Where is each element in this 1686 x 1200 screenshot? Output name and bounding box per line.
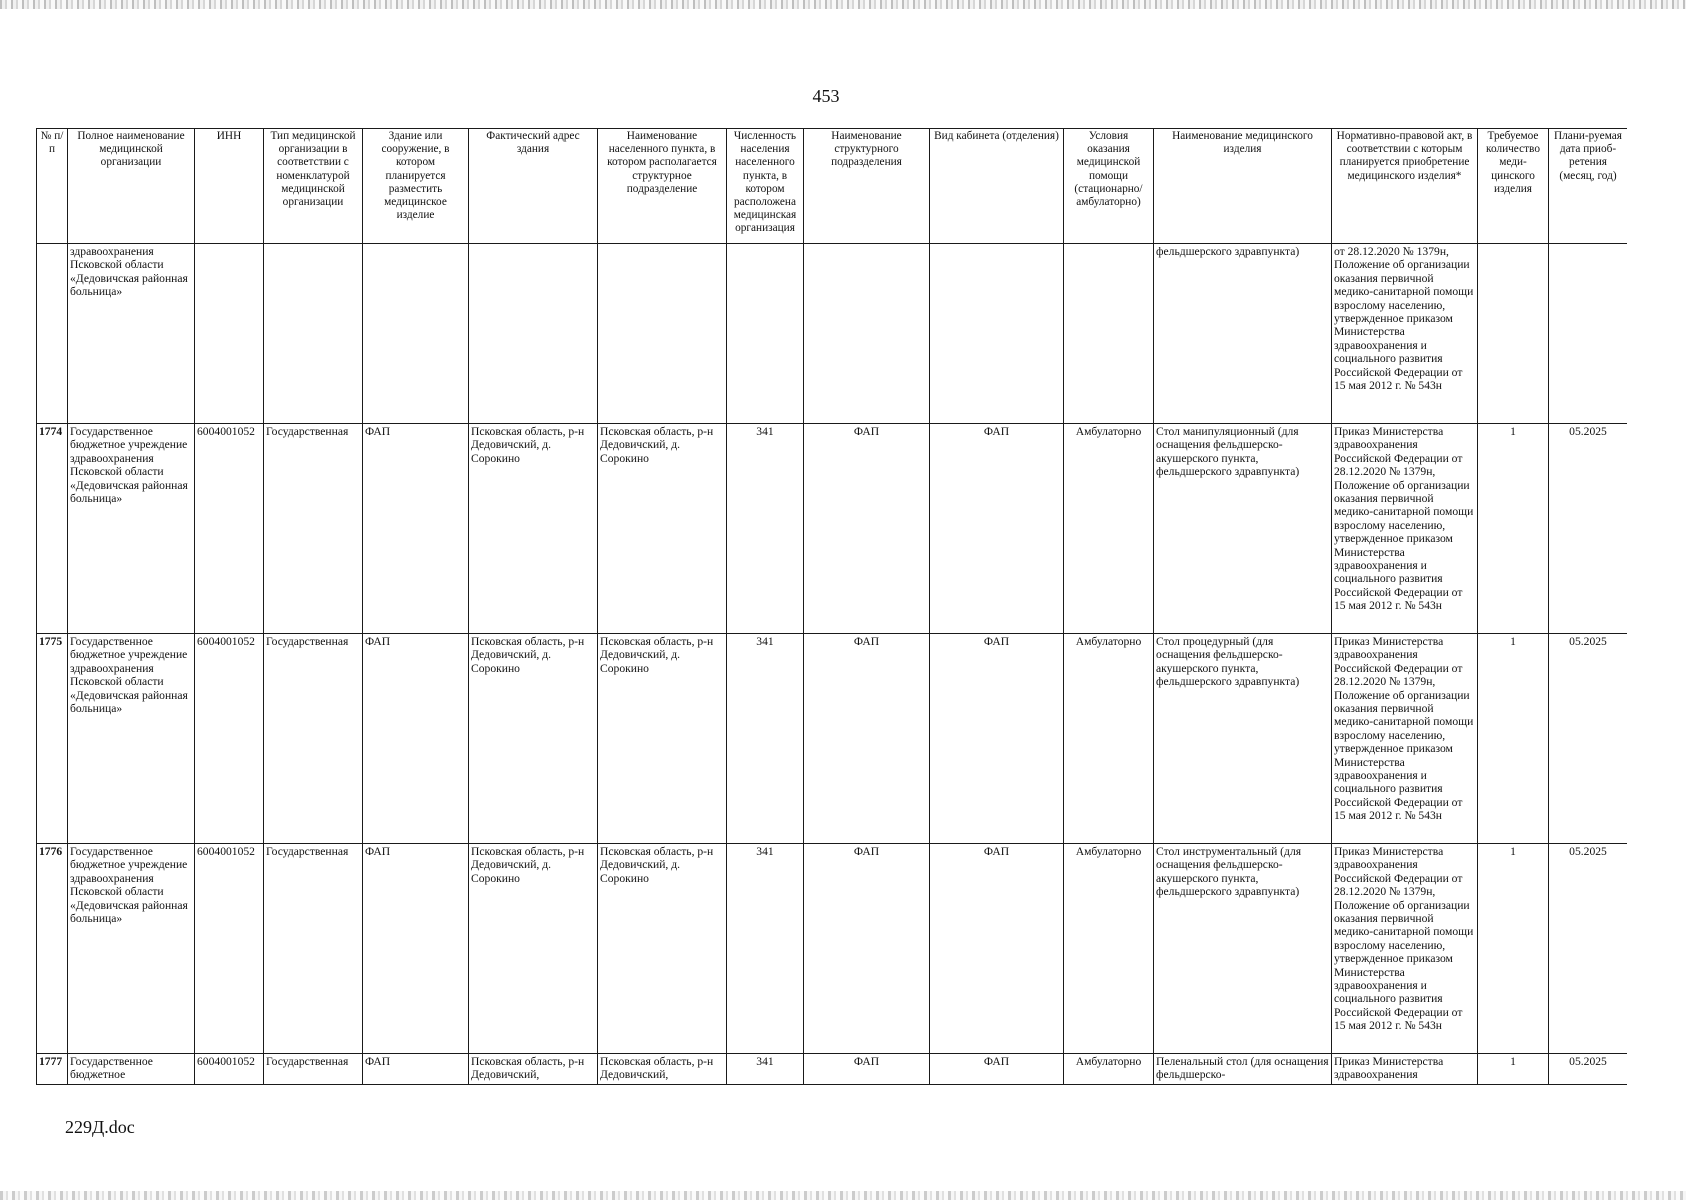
cell-inn: 6004001052 — [195, 634, 264, 844]
cell-organization: здравоохранения Псковской области «Дедовичская районная больница» — [68, 244, 195, 424]
cell-device: Стол процедурный (для оснащения фельдшерско-акушерского пункта, фельдшерского здравпункта) — [1154, 634, 1332, 844]
cell-cabinet: ФАП — [930, 1054, 1064, 1085]
cell-address: Псковская область, р-н Дедовичский, д. Сорокино — [469, 844, 598, 1054]
cell-quantity — [1478, 244, 1549, 424]
cell-subdivision: ФАП — [804, 1054, 930, 1085]
header-settlement: Наименование населенного пункта, в котором располагается структурное подразделение — [598, 129, 727, 244]
cell-quantity: 1 — [1478, 634, 1549, 844]
cell-population: 341 — [727, 424, 804, 634]
cell-population: 341 — [727, 1054, 804, 1085]
cell-settlement: Псковская область, р-н Дедовичский, д. Сорокино — [598, 844, 727, 1054]
cell-population — [727, 244, 804, 424]
cell-num: 1777 — [37, 1054, 68, 1085]
cell-organization: Государственное бюджетное учреждение здравоохранения Псковской области «Дедовичская районная больница» — [68, 424, 195, 634]
header-date: Плани-руемая дата приоб-ретения (месяц, год) — [1549, 129, 1628, 244]
cell-conditions: Амбулаторно — [1064, 634, 1154, 844]
cell-cabinet — [930, 244, 1064, 424]
header-address: Фактический адрес здания — [469, 129, 598, 244]
cell-cabinet: ФАП — [930, 844, 1064, 1054]
cell-date — [1549, 244, 1628, 424]
cell-device: Стол манипуляционный (для оснащения фельдшерско-акушерского пункта, фельдшерского здравпункта) — [1154, 424, 1332, 634]
cell-subdivision: ФАП — [804, 844, 930, 1054]
cell-cabinet: ФАП — [930, 634, 1064, 844]
header-organization: Полное наименование медицинской организации — [68, 129, 195, 244]
cell-org-type: Государственная — [264, 1054, 363, 1085]
table-row-continued — [37, 244, 1628, 424]
header-conditions: Условия оказания медицинской помощи (стационарно/ амбулаторно) — [1064, 129, 1154, 244]
cell-quantity: 1 — [1478, 1054, 1549, 1085]
cell-quantity: 1 — [1478, 424, 1549, 634]
header-building: Здание или сооружение, в котором планируется разместить медицинское изделие — [363, 129, 469, 244]
header-subdivision: Наименование структурного подразделения — [804, 129, 930, 244]
registry-sheet — [36, 128, 1627, 1115]
cell-building: ФАП — [363, 844, 469, 1054]
cell-num: 1776 — [37, 844, 68, 1054]
table-row — [37, 844, 1628, 1054]
table-header-row — [37, 129, 1628, 244]
cell-quantity: 1 — [1478, 844, 1549, 1054]
cell-subdivision — [804, 244, 930, 424]
cell-legal-act: Приказ Министерства здравоохранения Российской Федерации от 28.12.2020 № 1379н, Положение об организации оказания первичной медико-санитарной помощи взрослому населению, утвержденное приказом Министерства здравоохранения и социального развития Российской Федерации от 15 мая 2012 г. № 543н — [1332, 844, 1478, 1054]
header-legal-act: Нормативно-правовой акт, в соответствии с которым планируется приобретение медицинского изделия* — [1332, 129, 1478, 244]
cell-date: 05.2025 — [1549, 634, 1628, 844]
cell-subdivision: ФАП — [804, 424, 930, 634]
cell-organization: Государственное бюджетное учреждение здравоохранения Псковской области «Дедовичская районная больница» — [68, 844, 195, 1054]
cell-num — [37, 244, 68, 424]
header-num: № п/п — [37, 129, 68, 244]
cell-inn — [195, 244, 264, 424]
medical-equipment-table — [36, 128, 1627, 1085]
page-number: 453 — [812, 86, 840, 106]
cell-building: ФАП — [363, 634, 469, 844]
cell-organization: Государственное бюджетное — [68, 1054, 195, 1085]
cell-building: ФАП — [363, 424, 469, 634]
cell-conditions: Амбулаторно — [1064, 844, 1154, 1054]
cell-address: Псковская область, р-н Дедовичский, д. Сорокино — [469, 424, 598, 634]
table-row — [37, 1054, 1628, 1085]
cell-device: Стол инструментальный (для оснащения фельдшерско-акушерского пункта, фельдшерского здравпункта) — [1154, 844, 1332, 1054]
table-row — [37, 424, 1628, 634]
cell-address: Псковская область, р-н Дедовичский, — [469, 1054, 598, 1085]
footer-filename: 229Д.doc — [65, 1117, 135, 1137]
cell-legal-act: от 28.12.2020 № 1379н, Положение об организации оказания первичной медико-санитарной помощи взрослому населению, утвержденное приказом Министерства здравоохранения и социального развития Российской Федерации от 15 мая 2012 г. № 543н — [1332, 244, 1478, 424]
cell-inn: 6004001052 — [195, 844, 264, 1054]
cell-address: Псковская область, р-н Дедовичский, д. Сорокино — [469, 634, 598, 844]
header-inn: ИНН — [195, 129, 264, 244]
cell-org-type: Государственная — [264, 634, 363, 844]
cell-address — [469, 244, 598, 424]
cell-cabinet: ФАП — [930, 424, 1064, 634]
cell-device: Пеленальный стол (для оснащения фельдшерско- — [1154, 1054, 1332, 1085]
cell-inn: 6004001052 — [195, 1054, 264, 1085]
header-population: Численность населения населенного пункта, в котором расположена медицинская организация — [727, 129, 804, 244]
cell-device: фельдшерского здравпункта) — [1154, 244, 1332, 424]
cell-settlement: Псковская область, р-н Дедовичский, д. Сорокино — [598, 424, 727, 634]
cell-conditions: Амбулаторно — [1064, 1054, 1154, 1085]
scan-edge-bottom — [0, 1191, 1686, 1200]
header-cabinet: Вид кабинета (отделения) — [930, 129, 1064, 244]
table-row — [37, 634, 1628, 844]
cell-population: 341 — [727, 844, 804, 1054]
cell-conditions: Амбулаторно — [1064, 424, 1154, 634]
cell-num: 1774 — [37, 424, 68, 634]
cell-legal-act: Приказ Министерства здравоохранения — [1332, 1054, 1478, 1085]
header-org-type: Тип медицинской организации в соответствии с номенклатурой медицинской организации — [264, 129, 363, 244]
cell-org-type: Государственная — [264, 844, 363, 1054]
cell-building: ФАП — [363, 1054, 469, 1085]
header-device: Наименование медицинского изделия — [1154, 129, 1332, 244]
cell-date: 05.2025 — [1549, 844, 1628, 1054]
cell-inn: 6004001052 — [195, 424, 264, 634]
cell-legal-act: Приказ Министерства здравоохранения Российской Федерации от 28.12.2020 № 1379н, Положение об организации оказания первичной медико-санитарной помощи взрослому населению, утвержденное приказом Министерства здравоохранения и социального развития Российской Федерации от 15 мая 2012 г. № 543н — [1332, 424, 1478, 634]
cell-settlement — [598, 244, 727, 424]
cell-population: 341 — [727, 634, 804, 844]
cell-settlement: Псковская область, р-н Дедовичский, — [598, 1054, 727, 1085]
cell-legal-act: Приказ Министерства здравоохранения Российской Федерации от 28.12.2020 № 1379н, Положение об организации оказания первичной медико-санитарной помощи взрослому населению, утвержденное приказом Министерства здравоохранения и социального развития Российской Федерации от 15 мая 2012 г. № 543н — [1332, 634, 1478, 844]
cell-date: 05.2025 — [1549, 424, 1628, 634]
cell-num: 1775 — [37, 634, 68, 844]
cell-settlement: Псковская область, р-н Дедовичский, д. Сорокино — [598, 634, 727, 844]
cell-org-type: Государственная — [264, 424, 363, 634]
cell-organization: Государственное бюджетное учреждение здравоохранения Псковской области «Дедовичская районная больница» — [68, 634, 195, 844]
cell-conditions — [1064, 244, 1154, 424]
cell-subdivision: ФАП — [804, 634, 930, 844]
scan-edge-top — [0, 0, 1686, 9]
cell-date: 05.2025 — [1549, 1054, 1628, 1085]
header-quantity: Требуемое количество меди-цинского изделия — [1478, 129, 1549, 244]
cell-building — [363, 244, 469, 424]
cell-org-type — [264, 244, 363, 424]
